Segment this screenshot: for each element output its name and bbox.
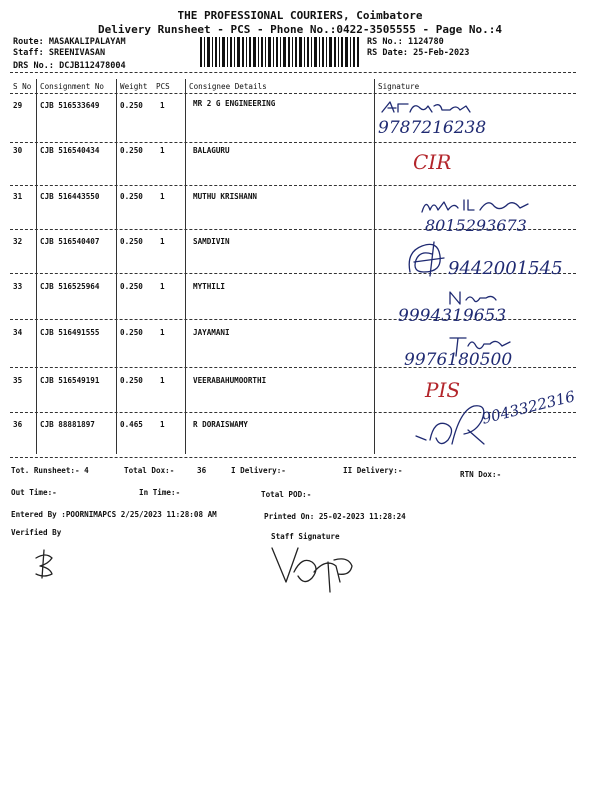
row-weight: 0.250: [120, 376, 143, 385]
row-sno: 34: [13, 328, 23, 337]
table-bottom-border: [10, 457, 576, 458]
row-sno: 30: [13, 146, 23, 155]
column-divider: [374, 79, 375, 454]
rs-no-line: [367, 37, 444, 47]
row-sno: 29: [13, 101, 23, 110]
rs-no-value: 1124780: [407, 37, 444, 47]
row-consignee: JAYAMANI: [193, 328, 230, 337]
row-weight: 0.250: [120, 282, 143, 291]
row-consignment: CJB 516533649: [40, 101, 100, 110]
route-label: Route:: [13, 37, 44, 47]
row-sno: 36: [13, 420, 23, 429]
handwritten-phone-31: 8015293673: [425, 216, 527, 235]
handwritten-mark-30: CIR: [413, 150, 452, 174]
row-sno: 33: [13, 282, 23, 291]
row-weight: 0.250: [120, 237, 143, 246]
staff-signature-image: [268, 542, 358, 600]
row-consignment: CJB 516540407: [40, 237, 100, 246]
column-divider: [116, 79, 117, 454]
total-dox-value: 36: [197, 466, 207, 475]
row-pcs: 1: [160, 376, 165, 385]
row-pcs: 1: [160, 237, 165, 246]
total-dox-label: Total Dox:-: [124, 466, 175, 475]
printed-on: Printed On: 25-02-2023 11:28:24: [264, 512, 406, 521]
rs-date-value: 25-Feb-2023: [413, 48, 470, 58]
row-sno: 35: [13, 376, 23, 385]
row-consignee: BALAGURU: [193, 146, 230, 155]
handwritten-mark-35: PIS: [425, 378, 461, 402]
total-runsheet: Tot. Runsheet:- 4: [11, 466, 89, 475]
table-header-border: [10, 93, 576, 94]
row-consignment: CJB 88881897: [40, 420, 95, 429]
total-pod-label: Total POD:-: [261, 490, 312, 499]
i-delivery-label: I Delivery:-: [231, 466, 286, 475]
barcode-image: [200, 37, 360, 67]
route-value: MASAKALIPALAYAM: [48, 37, 126, 47]
row-pcs: 1: [160, 420, 165, 429]
handwritten-signature-32: [404, 238, 454, 282]
row-consignee: SAMDIVIN: [193, 237, 230, 246]
row-consignee: MYTHILI: [193, 282, 226, 291]
row-sno: 31: [13, 192, 23, 201]
row-weight: 0.250: [120, 101, 143, 110]
out-time-label: Out Time:-: [11, 488, 57, 497]
row-consignment: CJB 516540434: [40, 146, 100, 155]
in-time-label: In Time:-: [139, 488, 181, 497]
row-consignment: CJB 516491555: [40, 328, 100, 337]
row-pcs: 1: [160, 282, 165, 291]
row-consignment: CJB 516525964: [40, 282, 100, 291]
rs-date-label: RS Date:: [367, 48, 408, 58]
row-consignee: VEERABAHUMOORTHI: [193, 376, 267, 385]
row-pcs: 1: [160, 192, 165, 201]
entered-by: Entered By :POORNIMAPCS 2/25/2023 11:28:08 AM: [11, 510, 217, 519]
row-sno: 32: [13, 237, 23, 246]
handwritten-phone-36: 9043322316: [479, 387, 577, 428]
row-pcs: 1: [160, 146, 165, 155]
row-divider: [10, 185, 576, 186]
verifier-signature-image: [30, 548, 60, 584]
row-weight: 0.250: [120, 192, 143, 201]
row-consignment: CJB 516443550: [40, 192, 100, 201]
handwritten-phone-33: 9994319653: [398, 306, 507, 326]
drs-label: DRS No.:: [13, 61, 54, 71]
row-consignee: R DORAISWAMY: [193, 420, 248, 429]
row-pcs: 1: [160, 328, 165, 337]
row-weight: 0.250: [120, 146, 143, 155]
staff-line: [13, 48, 105, 58]
table-top-border: [10, 72, 576, 73]
drs-value: DCJB112478004: [59, 61, 126, 71]
rs-date-line: [367, 48, 469, 58]
page-subtitle: Delivery Runsheet - PCS - Phone No.:0422-3505555 - Page No.:4: [98, 23, 502, 36]
col-header-sno: S No: [13, 82, 32, 91]
column-divider: [185, 79, 186, 454]
handwritten-phone-29: 9787216238: [378, 118, 487, 138]
col-header-signature: Signature: [378, 82, 420, 91]
col-header-pcs: PCS: [156, 82, 170, 91]
col-header-consignee: Consignee Details: [189, 82, 267, 91]
row-weight: 0.250: [120, 328, 143, 337]
staff-signature-label: Staff Signature: [271, 532, 340, 541]
staff-value: SREENIVASAN: [48, 48, 106, 58]
rtn-dox-label: RTN Dox:-: [460, 470, 502, 479]
col-header-consignment: Consignment No: [40, 82, 105, 91]
row-weight: 0.465: [120, 420, 143, 429]
row-consignment: CJB 516549191: [40, 376, 100, 385]
page-title: THE PROFESSIONAL COURIERS, Coimbatore: [177, 9, 423, 22]
verified-by-label: Verified By: [11, 528, 62, 537]
route-line: [13, 37, 126, 47]
row-consignee: MR 2 G ENGINEERING: [193, 99, 276, 108]
col-header-weight: Weight: [120, 82, 148, 91]
ii-delivery-label: II Delivery:-: [343, 466, 403, 475]
column-divider: [36, 79, 37, 454]
rs-no-label: RS No.:: [367, 37, 403, 47]
handwritten-phone-34: 9976180500: [404, 350, 513, 370]
row-pcs: 1: [160, 101, 165, 110]
row-consignee: MUTHU KRISHANN: [193, 192, 258, 201]
row-divider: [10, 142, 576, 143]
handwritten-phone-32: 9442001545: [448, 258, 563, 279]
drs-line: [13, 61, 126, 71]
staff-label: Staff:: [13, 48, 44, 58]
